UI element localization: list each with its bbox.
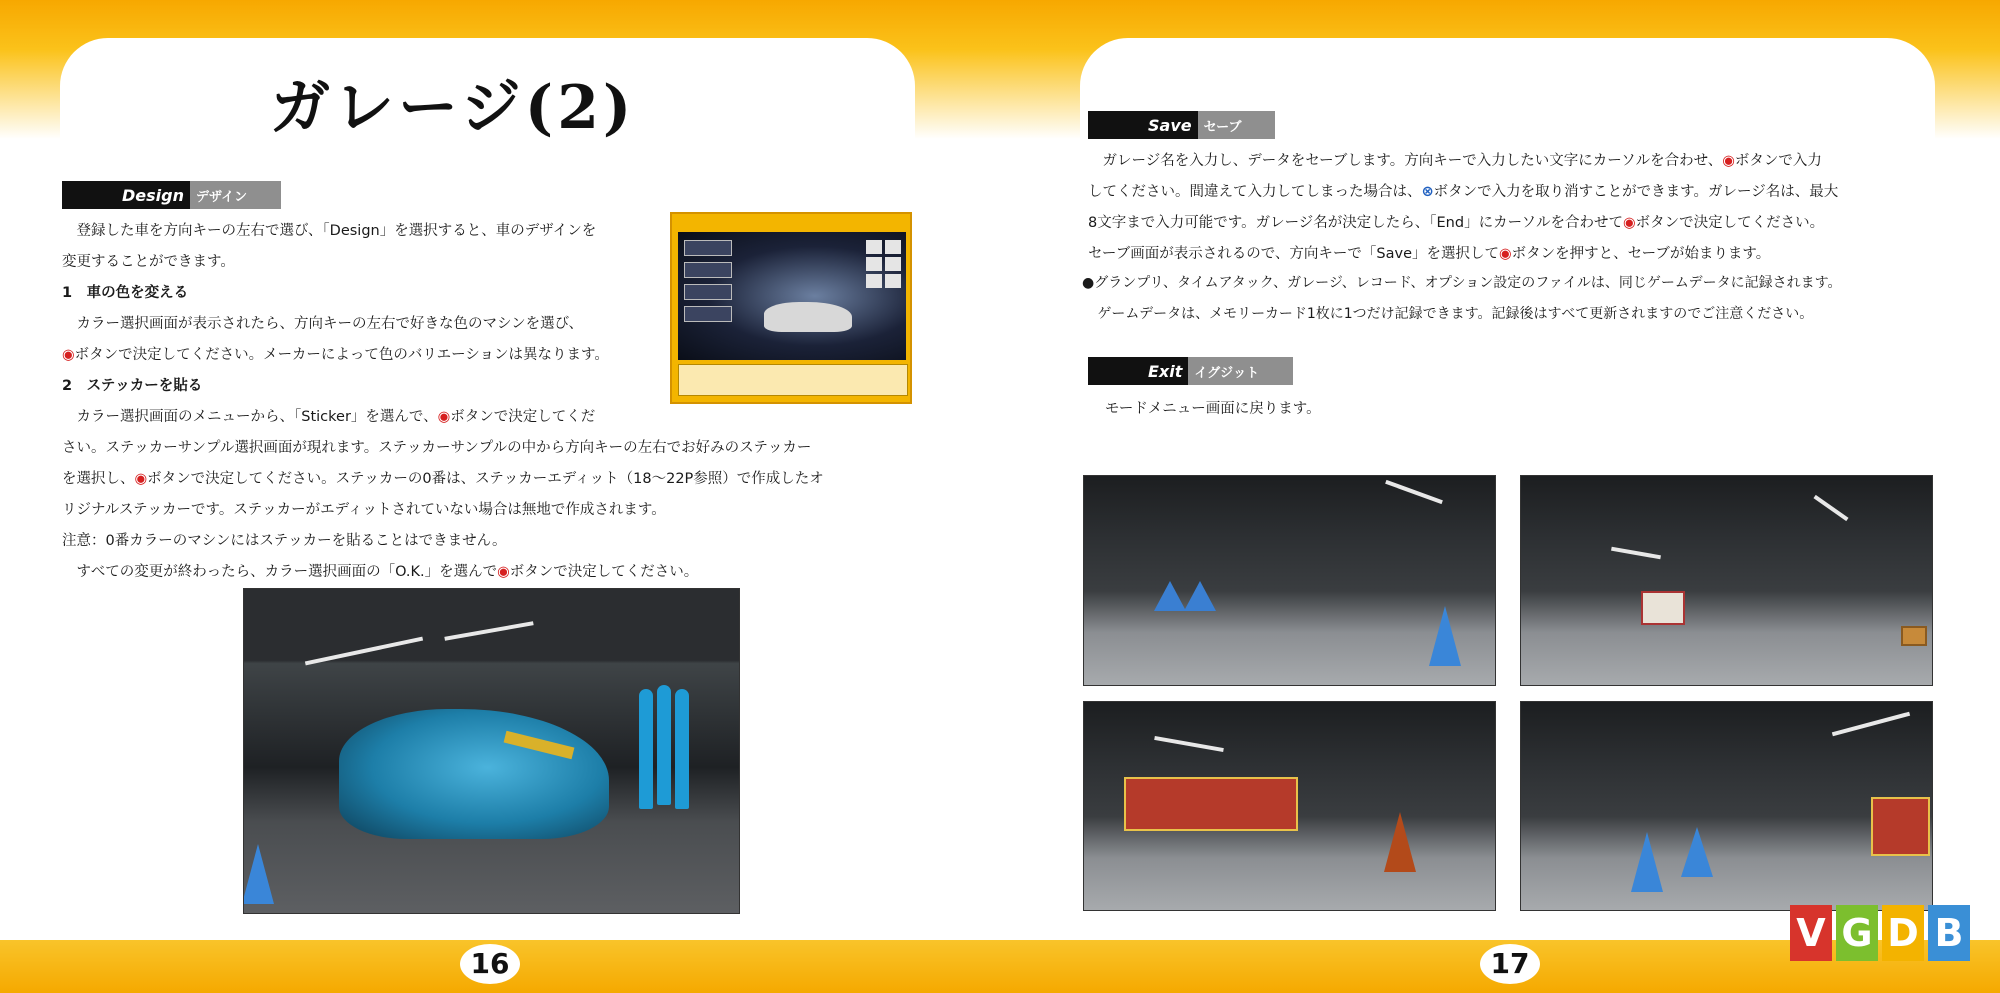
ui-info-panel (678, 364, 908, 396)
color-line-2 (62, 340, 662, 371)
ceiling-light (1154, 736, 1224, 752)
circle-button-icon: ◉ (1623, 215, 1636, 231)
save-line-1-pre: ガレージ名を入力し、データをセーブします。方向キーで入力したい文字にカーソルを合わせ、 (1102, 153, 1723, 169)
circle-button-icon: ◉ (437, 409, 451, 425)
save-header-en: Save (1088, 111, 1198, 139)
color-line-1: カラー選択画面が表示されたら、方向キーの左右で好きな色のマシンを選び、 (76, 316, 584, 332)
intro-line-2: 変更することができます。 (62, 254, 235, 270)
finish-line-pre: すべての変更が終わったら、カラー選択画面の「O.K.」を選んで (76, 564, 498, 580)
exit-header-en: Exit (1088, 357, 1188, 385)
sticker-line-2: さい。ステッカーサンプル選択画面が現れます。ステッカーサンプルの中から方向キーの左右でお好みのステッカー (62, 440, 812, 456)
ui-screenshot-viewport (678, 232, 906, 360)
save-line-3-post: ボタンで決定してください。 (1635, 215, 1825, 231)
gas-cylinder (639, 689, 653, 809)
traffic-cone (1681, 827, 1713, 877)
save-section-header (1088, 111, 1275, 139)
sticker-line-1-pre: カラー選択画面のメニューから、「Sticker」を選んで、 (76, 409, 438, 425)
finish-line-post: ボタンで決定してください。 (509, 564, 699, 580)
ceiling-light (1832, 712, 1910, 737)
ui-icon-grid (866, 240, 900, 288)
page-title: ガレージ(2) (270, 73, 636, 143)
page-number-16: 16 (460, 944, 520, 984)
circle-button-icon: ◉ (497, 564, 510, 580)
logo-letter-b: B (1928, 905, 1970, 961)
heading-change-color: 1 車の色を変える (62, 285, 189, 301)
note-bullet-2: ゲームデータは、メモリーカード1枚に1つだけ記録できます。記録後はすべて更新されますのでご注意ください。 (1097, 306, 1814, 322)
traffic-cone (1631, 832, 1663, 892)
save-line-2 (1088, 177, 1938, 208)
save-line-3 (1088, 208, 1938, 239)
save-line-4 (1088, 239, 1938, 270)
garage-screenshot-4 (1520, 701, 1933, 911)
save-line-4-pre: セーブ画面が表示されるので、方向キーで「Save」を選択して (1088, 246, 1499, 262)
circle-button-icon: ◉ (1499, 246, 1512, 262)
save-line-3-pre: 8文字まで入力可能です。ガレージ名が決定したら、「End」にカーソルを合わせて (1088, 215, 1623, 231)
garage-screenshot-1 (1083, 475, 1496, 686)
finish-line (62, 557, 922, 588)
circle-button-icon: ◉ (134, 471, 148, 487)
save-line-4-post: ボタンを押すと、セーブが始まります。 (1511, 246, 1771, 262)
logo-letter-d: D (1882, 905, 1924, 961)
garage-screenshot-2 (1520, 475, 1933, 686)
gas-cylinder (675, 689, 689, 809)
garage-screenshot-car (243, 588, 740, 914)
page-number-17: 17 (1480, 944, 1540, 984)
logo-letter-g: G (1836, 905, 1878, 961)
save-header-jp: セーブ (1198, 111, 1276, 139)
heading-sticker: 2 ステッカーを貼る (62, 378, 203, 394)
exit-section-header (1088, 357, 1293, 385)
sticker-line-3-post: ボタンで決定してください。ステッカーの0番は、ステッカーエディット（18～22P参照）で作成したオ (147, 471, 824, 487)
cross-button-icon: ⊗ (1421, 184, 1434, 200)
sticker-line-4: リジナルステッカーです。ステッカーがエディットされていない場合は無地で作成されます。 (62, 502, 666, 518)
logo-letter-v: V (1790, 905, 1832, 961)
bottom-band (0, 940, 2000, 993)
gas-cylinder (657, 685, 671, 805)
ui-screenshot-header (672, 214, 910, 218)
color-select-screenshot (670, 212, 912, 404)
crate (1901, 626, 1927, 646)
circle-button-icon: ◉ (62, 347, 75, 363)
traffic-cone (1384, 812, 1416, 872)
design-intro (62, 216, 662, 433)
sponsor-banner (1124, 777, 1298, 831)
save-line-1 (1088, 146, 1938, 177)
traffic-cone (1429, 606, 1461, 666)
ceiling-light (1813, 495, 1848, 521)
save-line-2-post: ボタンで入力を取り消すことができます。ガレージ名は、最大 (1433, 184, 1839, 200)
vgdb-logo (1790, 905, 1970, 961)
tool-cabinet (1871, 797, 1930, 856)
save-text (1088, 146, 1938, 270)
traffic-cone (1184, 581, 1216, 611)
ceiling-light (1611, 547, 1661, 560)
design-header-jp: デザイン (190, 181, 281, 209)
save-line-1-post: ボタンで入力 (1734, 153, 1822, 169)
exit-header-jp: イグジット (1188, 357, 1293, 385)
sticker-line-3-pre: を選択し、 (62, 471, 135, 487)
ceiling-light (305, 637, 423, 666)
traffic-cone (243, 844, 274, 904)
traffic-cone (1154, 581, 1186, 611)
intro-line-1: 登録した車を方向キーの左右で選び、「Design」を選択すると、車のデザインを (76, 223, 597, 239)
design-section-header (62, 181, 281, 209)
circle-button-icon: ◉ (1722, 153, 1735, 169)
ceiling-light (444, 621, 533, 641)
ui-car-preview (764, 302, 852, 332)
design-header-en: Design (62, 181, 190, 209)
save-notes (1082, 268, 1942, 330)
note-line: 注意：0番カラーのマシンにはステッカーを貼ることはできません。 (62, 533, 507, 549)
sticker-details (62, 433, 922, 588)
garage-screenshot-3 (1083, 701, 1496, 911)
blue-race-car (339, 709, 609, 839)
ui-menu-list (684, 240, 732, 328)
sticker-line-3 (62, 464, 922, 495)
save-line-2-pre: してください。間違えて入力してしまった場合は、 (1088, 184, 1422, 200)
sticker-line-1-post: ボタンで決定してくだ (450, 409, 596, 425)
wall-sign (1641, 591, 1685, 625)
exit-text: モードメニュー画面に戻ります。 (1105, 401, 1321, 417)
note-bullet-1: ●グランプリ、タイムアタック、ガレージ、レコード、オプション設定のファイルは、同じゲームデータに記録されます。 (1082, 275, 1842, 291)
color-line-2-text: ボタンで決定してください。メーカーによって色のバリエーションは異なります。 (74, 347, 609, 363)
ceiling-light (1385, 480, 1443, 504)
sticker-line-1 (62, 402, 662, 433)
